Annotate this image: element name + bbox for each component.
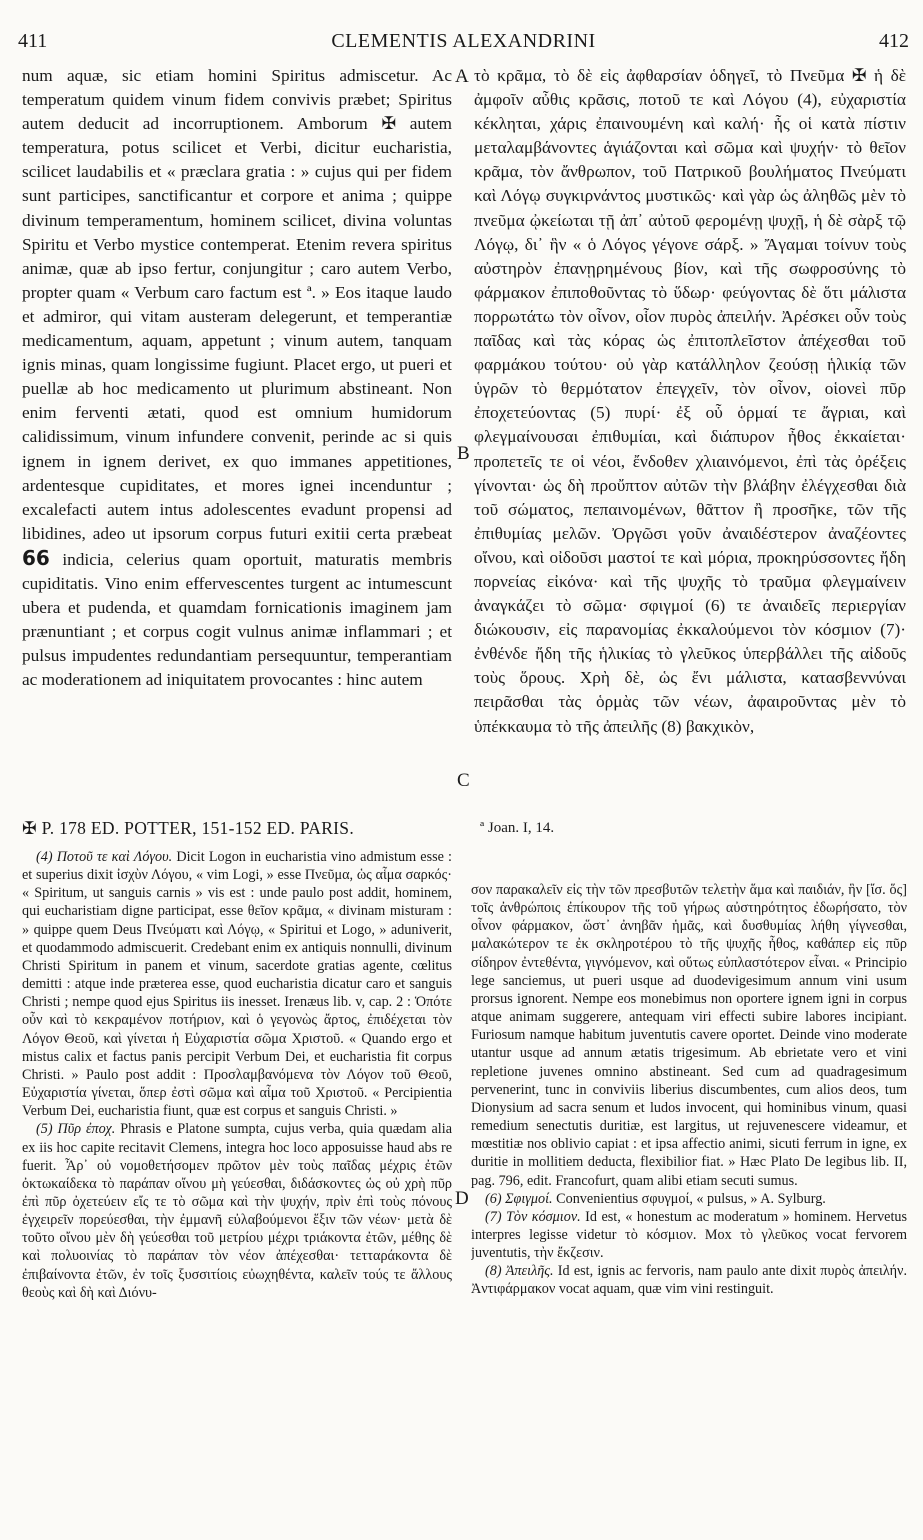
footnote-7-lemma: (7) Τὸν κόσμιον. xyxy=(485,1208,581,1225)
section-marker-b: B xyxy=(457,443,470,464)
scripture-footnote: ª Joan. I, 14. xyxy=(480,820,555,836)
latin-main-paragraph xyxy=(22,64,452,692)
latin-main-text xyxy=(22,64,452,692)
greek-main-paragraph: τὸ κρᾶμα, τὸ δὲ εἰς ἀφθαρσίαν ὁδηγεῖ, τὸ Πνεῦμα ✠ ἡ δὲ ἀμφοῖν αὖθις κρᾶσις, ποτοῦ τε καὶ Λόγου (4), εὐχαριστία κέκληται, χάρις ἐπαινουμένη καὶ καλή· ἧς οἱ κατὰ πίστιν μεταλαμβάνοντες ἁγιάζονται καὶ σῶμα καὶ ψυχήν· τὸ θεῖον κρᾶμα, τὸν ἄνθρωπον, τοῦ Πατρικοῦ βουλήματος Πνεύματι καὶ Λόγῳ συγκιρνάντος μυστικῶς· καὶ γὰρ ὡς ἀληθῶς μὲν τὸ πνεῦμα ᾠκείωται τῇ ἀπ᾽ αὐτοῦ φερομένῃ ψυχῇ, ἡ δὲ σὰρξ τῷ Λόγῳ, δι᾽ ἣν « ὁ Λόγος γέγονε σάρξ. » Ἄγαμαι τοίνυν τοὺς αὐστηρὸν ἐπανῃρημένους βίον, καὶ τῆς σωφροσύνης τὸ φάρμακον ἐπιποθοῦντας τὸ ὕδωρ· φεύγοντας δὲ ὅτι μάλιστα πορρωτάτω τὸν οἶνον, οἷον πυρὸς ἀπειλήν. Ἀρέσκει οὖν τοὺς παῖδας καὶ τὰς κόρας ὡς ἐπιτοπλεῖστον ἀπέχεσθαι τοῦ φαρμάκου τούτου· οὐ γὰρ κατάλληλον ζεούσῃ ἡλικίᾳ τῶν ὑγρῶν τὸ θερμότατον ἐπεγχεῖν, τὸν οἶνον, οἱονεὶ πῦρ ἐποχετεύοντας (5) πυρί· ἐξ οὗ ὁρμαί τε ἄγριαι, καὶ φλεγμαίνουσαι ἐπιθυμίαι, καὶ διάπυρον ἦθος ἐκκαίεται· προπετεῖς τε οἱ νέοι, ἔνδοθεν χλιαινόμενοι, ἐπὶ τὰς ὀρέξεις γίνονται· ὡς δὴ προὔπτον αὐτῶν τὴν βλάβην ἐλέγχεσθαι διὰ τοῦ σώματος, πεπαινομένων, θᾶττον ἢ προσῆκε, τῶν τῆς ἐπιθυμίας μελῶν. Ὀργῶσι γοῦν ἀναιδέστερον ἀναζέοντες οἴνου, καὶ οἰδοῦσι μαστοί τε καὶ μόρια, προκηρύσσοντες ἤδη πορνείας εἰκόνα· καὶ τῆς ψυχῆς τὸ τραῦμα φλεγμαίνειν ἀναγκάζει τὸ σῶμα· σφιγμοί (6) τε ἀναιδεῖς περιεργίαν διώκουσιν, εἰς παρανομίας ἐκκαλούμενοι τὸν κόσμιον (7)· ἐνθένδε ἤδη τῆς ἡλικίας τὸ γλεῦκος ὑπερβάλλει τῆς αἰδοῦς τοὺς ὅρους. Χρὴ δὲ, ὡς ἔνι μάλιστα, κατασβεννύναι πειρᾶσθαι τὰς ὁρμὰς τῶν νέων, ἀφαιροῦντας μὲν τὸ ὑπέκκαυμα τὸ τῆς ἀπειλῆς (8) βακχικὸν, xyxy=(474,66,906,736)
footnote-4-lemma: (4) Ποτοῦ τε καὶ Λόγου. xyxy=(36,849,173,865)
latin-main-part-2: indicia, celerius quam oportuit, maturatis membris cupiditatis. Vino enim effervescentes turgent ac intumescunt ubera et pudenda, et quamdam fornicationis imaginem jam prænuntiant ; et corpus cogit vulnus animæ inflammari ; et pulsus impudentes redundantiam persequuntur, temperantiam ac moderationem ad iniquitatem provocantes : hinc autem xyxy=(22,549,452,690)
greek-main-text xyxy=(474,64,906,739)
column-number-66: 66 xyxy=(22,545,50,570)
footnote-5-continued: σον παρακαλεῖν εἰς τὴν τῶν πρεσβυτῶν τελετὴν ἅμα καὶ παιδιάν, ἣν [ἴσ. ὅς] τοῖς ἀνθρώποις ἐπίκουρον τῆς τοῦ γήρως αὐστηρότητος ἐδωρήσατο, τὸν οἶνον φάρμακον, ὥστ᾽ ἀνηβᾶν ἡμᾶς, καὶ δυσθυμίας λήθη γίγνεσθαι, μαλακώτερον τε ἐκ σκληροτέρου τὸ τῆς ψυχῆς ἦθος, καθάπερ εἰς πῦρ σίδηρον ἐντεθέντα, γιγνόμενον, καὶ οὕτως εὐπλαστότερον εἶναι. « Principio lege sanciemus, ut pueri usque ad duodevigesimum annum vini usum prorsus ignorent. Nempe eos monebimus non oportere ignem igni in corpus atque animam suggerere, antequam viri effecti subire labores incipiant. Furiosum namque habitum juventutis cavere oportet. Deinde vino moderate utantur usque ad annum ætatis trigesimum. Ab ebrietate vero et vini repletione juvenes omnino abstineant. Sed cum ad quadragesimum pervenerint, tunc in conviviis liberius discumbentes, cum alios deos, tum Dionysium ad sacra senum et ludos invocent, qui hominibus vinum, quasi remedium senectutis duritiæ, est largitus, ut rejuvenescere videamur, et mœstitiæ nos oblivio capiat : et ipsa affectio animi, sicuti ferrum in igne, ex duritie in mollitiem deducta, flexibilior fiat. » Hæc Plato De legibus lib. II, pag. 796, edit. Francofurt, quam alibi etiam secuti sumus. xyxy=(471,882,907,1189)
section-marker-c: C xyxy=(457,770,470,791)
section-marker-a: A xyxy=(455,66,469,87)
latin-main-part-1: num aquæ, sic etiam homini Spiritus admiscetur. Ac temperatum quidem vinum fidem convivis præbet; Spiritus autem deducit ad incorruptionem. Amborum ✠ autem temperatura, potus scilicet et Verbi, dicitur eucharistia, scilicet laudabilis et « præclara gratia : » cujus qui per fidem sunt participes, sanctificantur et corpore et anima ; quippe divinum temperamentum, hominem scilicet, divina voluntas Spiritu et Verbo mystice contemperat. Etenim revera spiritus animæ, quæ ab ipso fertur, conjungitur ; caro autem Verbo, propter quam « Verbum caro factum est ª. » Eos itaque laudo et admiror, qui vitam austeram delegerunt, et temperantiæ medicamentum, aquam, appetunt ; vinum autem, tanquam ignis minas, quam longissime fugiunt. Placet ergo, ut pueri et puellæ ab hoc medicamento ut plurimum abstineant. Non enim ferventi ætati, quod est omnium humidorum calidissimum, vinum infundere convenit, perinde ac si quis ignem in ignem derivet, ex quo immanes appetitiones, ardentesque cupiditates, et mores ignei incenduntur ; excalefacti autem intus adolescentes evadunt propensi ad libidines, adeo ut ipsorum corpus futuri exitii certa præbeat xyxy=(22,66,452,543)
page-number-left: 411 xyxy=(18,30,48,52)
section-marker-d: D xyxy=(455,1188,469,1209)
footnote-5-text: Phrasis e Platone sumpta, cujus verba, quia quædam alia ex iis hoc capite recitavit Clemens, integra hoc loco apposuisse haud abs re fuerit. Ἆρ᾽ οὐ νομοθετήσομεν πρῶτον μὲν τοὺς παῖδας μέχρις ἐτῶν ὀκτωκαίδεκα τὸ παράπαν οἴνου μὴ γεύεσθαι, διδάσκοντες ὡς οὐ χρὴ πῦρ ἐπὶ πῦρ ὀχετεύειν εἴς τε τὸ σῶμα καὶ τὴν ψυχήν, πρὶν ἐπὶ τοὺς πόνους ἐγχειρεῖν πορεύεσθαι, τὴν ἐμμανῆ εὐλαβούμενοι ἕξιν τῶν νέων· μετὰ δὲ τοῦτο οἴνου μὲν δὴ γεύεσθαι τοῦ μετρίου μέχρι τριάκοντα ἐτῶν, μέθης δὲ καὶ πολυοινίας τὸ παράπαν τὸν νέον ἀπέχεσθαι· τετταράκοντα δὲ ἐπιβαίνοντα ἐτῶν, ἐν τοῖς ξυσσιτίοις εὐωχηθέντα, καλεῖν τούς τε ἄλλους θεοὺς καὶ δὴ καὶ Διόνυ- xyxy=(22,1121,452,1301)
running-header xyxy=(18,30,909,56)
footnote-8-text: Id est, ignis ac fervoris, nam paulo ante dixit πυρὸς ἀπειλήν. Ἀντιφάρμακον vocat aquam, quæ vim vini restinguit. xyxy=(471,1263,907,1298)
footnote-6-text: Convenientius σφυγμοί, « pulsus, » A. Sylburg. xyxy=(556,1190,826,1207)
right-footnotes xyxy=(471,881,907,1299)
running-title: CLEMENTIS ALEXANDRINI xyxy=(331,30,596,52)
footnote-8 xyxy=(471,1262,907,1298)
footnote-4-text: Dicit Logon in eucharistia vino admistum esse : et superius dixit ἰσχὺν Λόγου, « vim Logi, » esse Πνεῦμα, ὡς αἷμα σαρκός· « Spiritum, ut sanguis carnis » vis est : unde paulo post addit, hominem, qui eucharistiam digne participat, esse θεῖον κρᾶμα, « divinam misturam : » quippe quem Deus Πνεύματι καὶ Λόγῳ, « Spiritui et Logo, » aduniverit, et quodammodo admiscuerit. Credebant enim ex antiquis nonnulli, divinum Christi Spiritum in panem et vinum, sacerdote gratias agente, cœlitus demitti : atque inde præterea esse, quod eucharistia dicatur caro et sanguis Christi ; nempe quod ejus Spiritus iis inesset. Irenæus lib. v, cap. 2 : Ὁπότε οὖν καὶ τὸ κεκραμένον ποτήριον, καὶ ὁ γεγονὼς ἄρτος, ἐπιδέχεται τὸν Λόγον Θεοῦ, καὶ γίνεται ἡ Εὐχαριστία σῶμα Χριστοῦ. « Quando ergo et mistus calix et factus panis percipit Verbum Dei, et eucharistia fit corpus Christi. » Paulo post addit : Προσλαμβανόμενα τὸν Λόγον τοῦ Θεοῦ, Εὐχαριστία γίνεται, ὅπερ ἐστὶ σῶμα καὶ αἷμα τοῦ Χριστοῦ. « Percipientia Verbum Dei, eucharistia fiunt, quæ est corpus et sanguis Christi. » xyxy=(22,849,452,1120)
latin-footnotes xyxy=(22,848,452,1302)
footnote-4 xyxy=(22,848,452,1120)
edition-reference-line: ✠ P. 178 ED. POTTER, 151-152 ED. PARIS. xyxy=(22,818,354,838)
footnote-6 xyxy=(471,1190,907,1208)
footnote-7-text: Id est, « honestum ac moderatum » hominem. Hervetus interpres legisse videtur τὸ κόσμιον. Mox τὸ γλεῦκος vocat fervorem juventutis, τὴν ἔκζεσιν. xyxy=(471,1208,907,1262)
footnote-7 xyxy=(471,1208,907,1262)
footnote-5-lemma: (5) Πῦρ ἐποχ. xyxy=(36,1121,116,1138)
footnote-8-lemma: (8) Ἀπειλῆς. xyxy=(485,1263,554,1280)
page-number-right: 412 xyxy=(879,30,909,52)
footnote-5 xyxy=(22,1120,452,1302)
footnote-6-lemma: (6) Σφιγμοί. xyxy=(485,1190,553,1207)
